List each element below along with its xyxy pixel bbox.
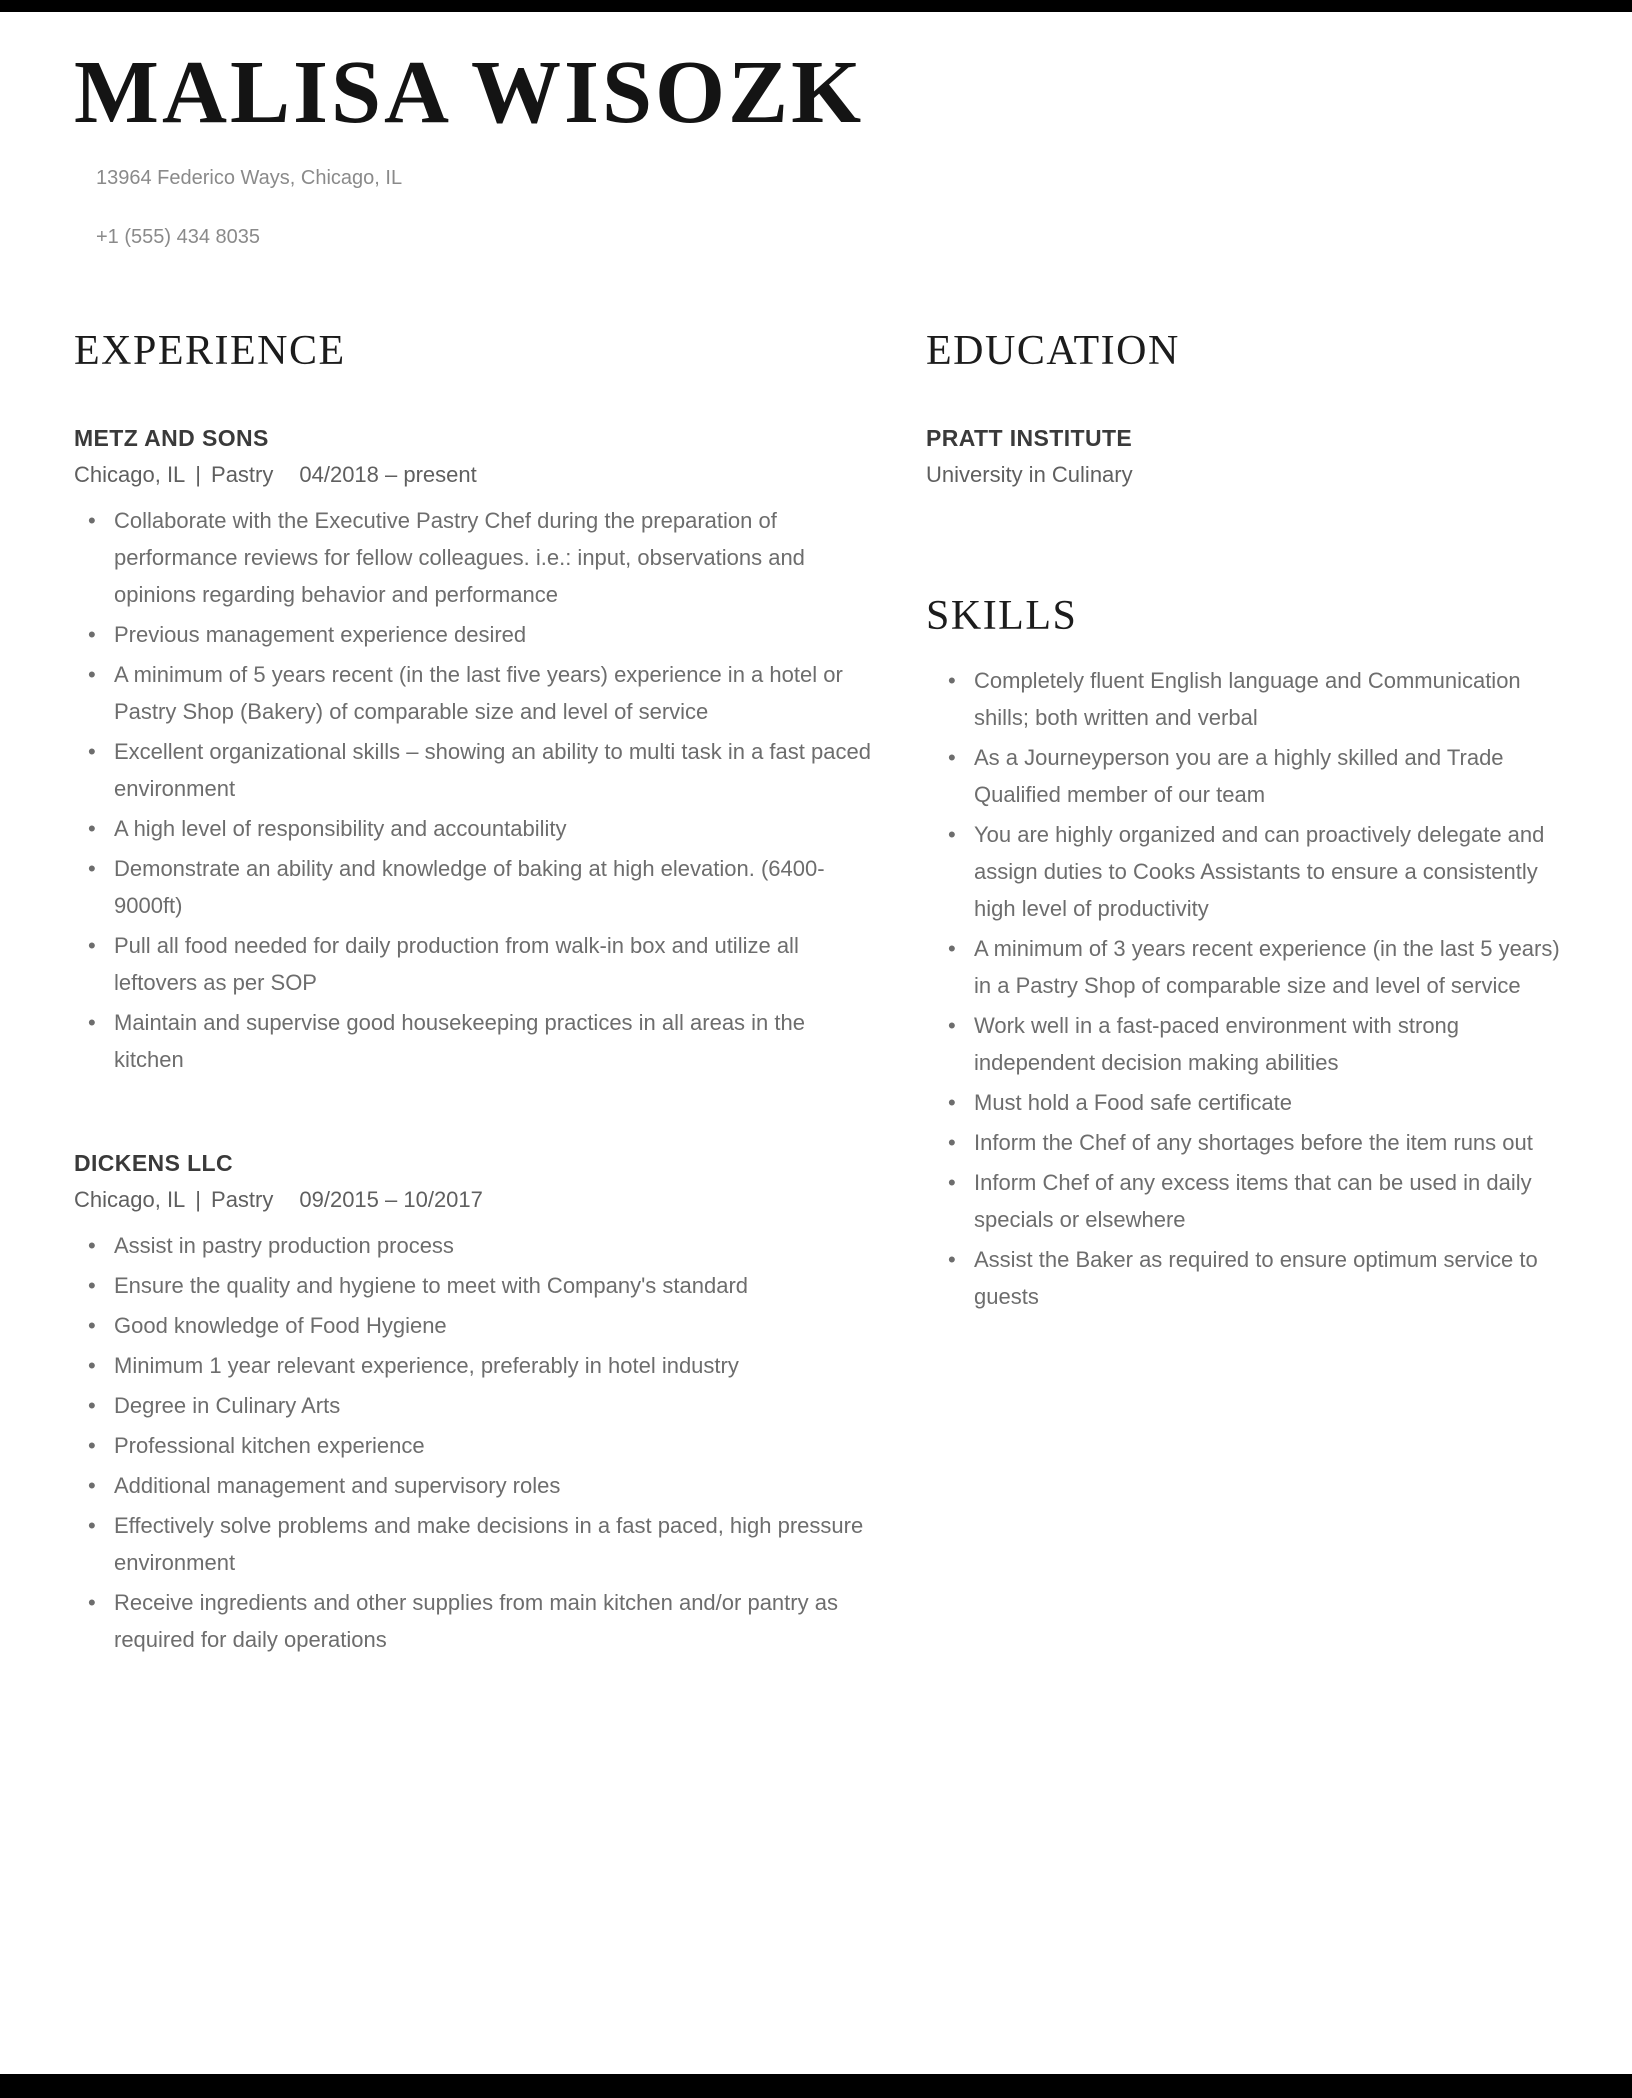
job-bullet: • Professional kitchen experience xyxy=(74,1427,880,1464)
skill-bullet: • Inform Chef of any excess items that can be used in daily specials or elsewhere xyxy=(926,1164,1568,1238)
job-bullet: • Ensure the quality and hygiene to meet with Company's standard xyxy=(74,1267,880,1304)
skill-bullet: • Must hold a Food safe certificate xyxy=(926,1084,1568,1121)
job-bullet: • A high level of responsibility and accountability xyxy=(74,810,880,847)
company-name: DICKENS LLC xyxy=(74,1149,234,1176)
skill-bullet: • Inform the Chef of any shortages before the item runs out xyxy=(926,1124,1568,1161)
job-dates: 09/2015 – 10/2017 xyxy=(299,1186,483,1212)
phone-line: +1 (555) 434 8035 xyxy=(96,225,261,248)
company-name: METZ AND SONS xyxy=(74,424,269,451)
meta-separator: | xyxy=(195,1186,202,1212)
skill-bullet: • Work well in a fast-paced environment with strong independent decision making abilities xyxy=(926,1007,1568,1081)
job-bullet: • Degree in Culinary Arts xyxy=(74,1387,880,1424)
job-meta xyxy=(74,1187,880,1213)
skill-bullet: • Completely fluent English language and Communication shills; both written and verbal xyxy=(926,662,1568,736)
job-dates: 04/2018 – present xyxy=(299,461,477,487)
job-bullet-list xyxy=(74,502,880,1078)
bottom-border-bar xyxy=(0,2074,1632,2098)
left-column xyxy=(74,327,880,1658)
job-location: Chicago, IL xyxy=(74,461,186,487)
job-bullet: • Receive ingredients and other supplies from main kitchen and/or pantry as required for daily operations xyxy=(74,1584,880,1658)
skill-bullet: • Assist the Baker as required to ensure optimum service to guests xyxy=(926,1241,1568,1315)
experience-heading: EXPERIENCE xyxy=(74,327,346,374)
job-bullet: • Effectively solve problems and make decisions in a fast paced, high pressure environment xyxy=(74,1507,880,1581)
job-bullet: • Collaborate with the Executive Pastry Chef during the preparation of performance reviews for fellow colleagues. i.e.: input, observations and opinions regarding behavior and performance xyxy=(74,502,880,613)
job-bullet: • Demonstrate an ability and knowledge of baking at high elevation. (6400-9000ft) xyxy=(74,850,880,924)
job-bullet-list xyxy=(74,1227,880,1658)
job-bullet: • Minimum 1 year relevant experience, preferably in hotel industry xyxy=(74,1347,880,1384)
job-bullet: • Good knowledge of Food Hygiene xyxy=(74,1307,880,1344)
job-meta xyxy=(74,462,880,488)
job-location: Chicago, IL xyxy=(74,1186,186,1212)
job-bullet: • Assist in pastry production process xyxy=(74,1227,880,1264)
job-bullet: • A minimum of 5 years recent (in the last five years) experience in a hotel or Pastry Shop (Bakery) of comparable size and level of service xyxy=(74,656,880,730)
school-detail: University in Culinary xyxy=(926,461,1133,487)
job-bullet: • Previous management experience desired xyxy=(74,616,880,653)
skill-bullet: • As a Journeyperson you are a highly skilled and Trade Qualified member of our team xyxy=(926,739,1568,813)
skill-bullet: • You are highly organized and can proactively delegate and assign duties to Cooks Assistants to ensure a consistently high level of productivity xyxy=(926,816,1568,927)
resume-header xyxy=(74,43,1564,249)
job-entry-dickens-llc xyxy=(74,1150,880,1658)
job-bullet: • Excellent organizational skills – showing an ability to multi task in a fast paced environment xyxy=(74,733,880,807)
skills-bullet-list xyxy=(926,662,1568,1315)
school-name: PRATT INSTITUTE xyxy=(926,424,1133,451)
job-role: Pastry xyxy=(211,461,274,487)
education-heading: EDUCATION xyxy=(926,327,1180,374)
two-column-layout xyxy=(74,327,1564,1658)
education-entry xyxy=(926,425,1568,488)
job-bullet: • Additional management and supervisory roles xyxy=(74,1467,880,1504)
meta-separator: | xyxy=(195,461,202,487)
person-name: MALISA WISOZK xyxy=(74,43,865,142)
job-entry-metz-and-sons xyxy=(74,425,880,1078)
skills-heading: SKILLS xyxy=(926,592,1078,639)
top-border-bar xyxy=(0,0,1632,12)
job-role: Pastry xyxy=(211,1186,274,1212)
skills-section xyxy=(926,592,1568,1315)
job-bullet: • Maintain and supervise good housekeeping practices in all areas in the kitchen xyxy=(74,1004,880,1078)
job-bullet: • Pull all food needed for daily production from walk-in box and utilize all leftovers as per SOP xyxy=(74,927,880,1001)
right-column xyxy=(926,327,1568,1658)
address-line: 13964 Federico Ways, Chicago, IL xyxy=(96,166,403,189)
skill-bullet: • A minimum of 3 years recent experience (in the last 5 years) in a Pastry Shop of comparable size and level of service xyxy=(926,930,1568,1004)
